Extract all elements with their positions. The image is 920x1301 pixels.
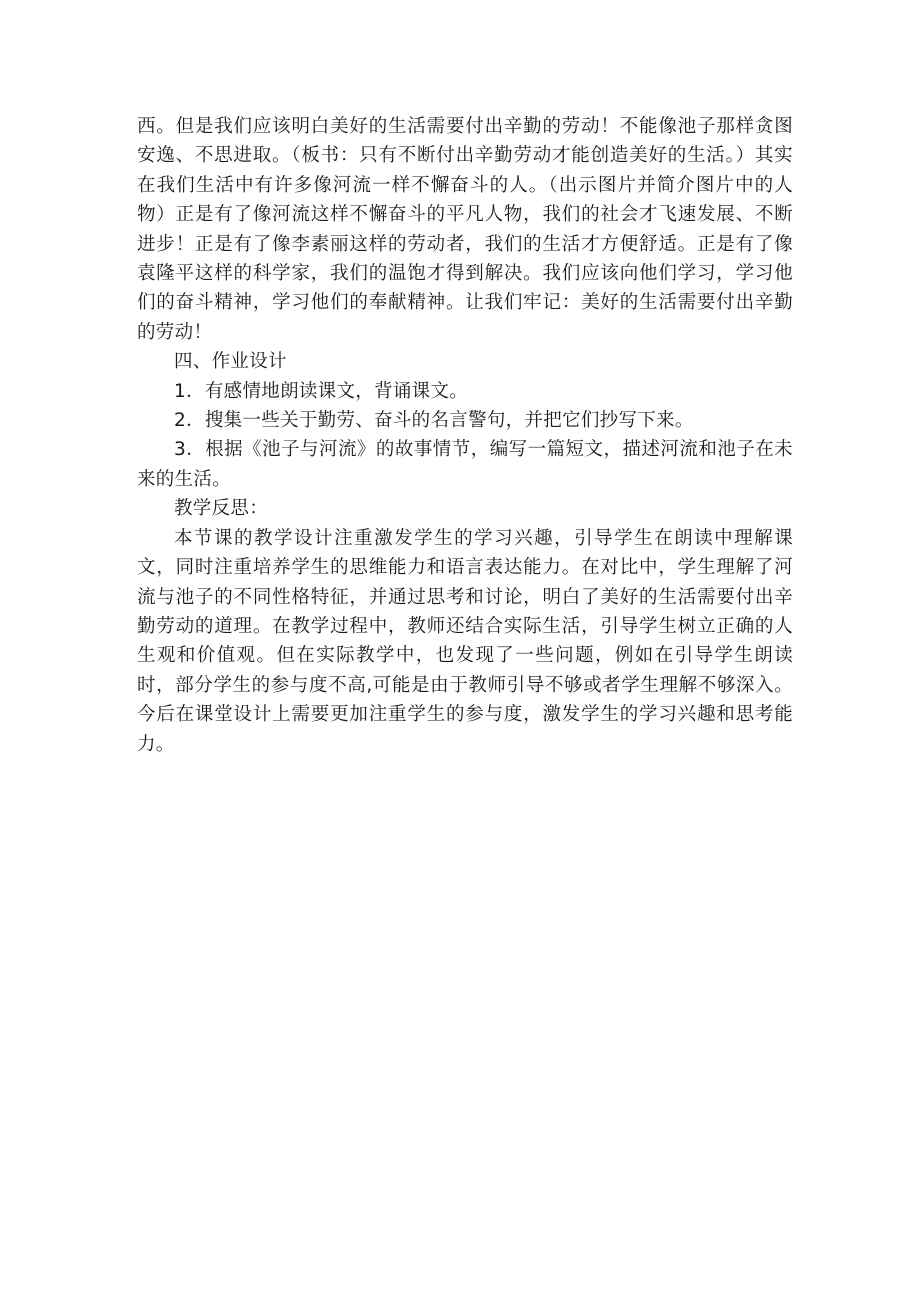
document-body [137, 112, 793, 759]
section-heading-homework: 四、作业设计 [174, 351, 287, 373]
homework-item-1: 1．有感情地朗读课文，背诵课文。 [174, 380, 469, 402]
homework-item-2: 2．搜集一些关于勤劳、奋斗的名言警句，并把它们抄写下来。 [174, 410, 694, 432]
paragraph-reflection: 本节课的教学设计注重激发学生的学习兴趣，引导学生在朗读中理解课文，同时注重培养学生的思维能力和语言表达能力。在对比中，学生理解了河流与池子的不同性格特征，并通过思考和讨论，明白了美好的生活需要付出辛勤劳动的道理。在教学过程中，教师还结合实际生活，引导学生树立正确的人生观和价值观。但在实际教学中，也发现了一些问题，例如在引导学生朗读时，部分学生的参与度不高,可能是由于教师引导不够或者学生理解不够深入。今后在课堂设计上需要更加注重学生的参与度，激发学生的学习兴趣和思考能力。 [137, 527, 793, 755]
section-heading-reflection: 教学反思： [174, 498, 269, 520]
homework-item-3: 3．根据《池子与河流》的故事情节，编写一篇短文，描述河流和池子在未来的生活。 [137, 439, 793, 490]
paragraph-closing-remarks: 西。但是我们应该明白美好的生活需要付出辛勤的劳动！不能像池子那样贪图安逸、不思进取。（板书：只有不断付出辛勤劳动才能创造美好的生活。）其实在我们生活中有许多像河流一样不懈奋斗的人。（出示图片并简介图片中的人物）正是有了像河流这样不懈奋斗的平凡人物，我们的社会才飞速发展、不断进步！正是有了像李素丽这样的劳动者，我们的生活才方便舒适。正是有了像袁隆平这样的科学家，我们的温饱才得到解决。我们应该向他们学习，学习他们的奋斗精神，学习他们的奉献精神。让我们牢记：美好的生活需要付出辛勤的劳动！ [137, 116, 793, 343]
